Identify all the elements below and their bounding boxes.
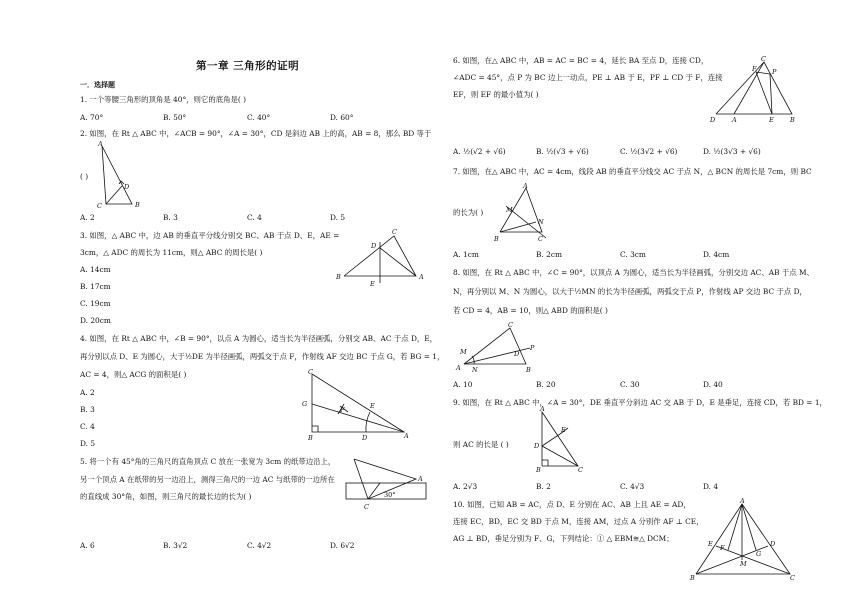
q6-segment-ef bbox=[756, 72, 772, 114]
q9-figure bbox=[534, 406, 588, 472]
q6-segment-pe bbox=[770, 74, 772, 114]
q6-option-a[interactable]: A. ½(√2 + √6) bbox=[453, 147, 506, 156]
q1-option-a[interactable]: A. 70° bbox=[80, 113, 104, 122]
q1-option-b[interactable]: B. 50° bbox=[163, 113, 187, 122]
section-heading: 一．选择题 bbox=[80, 80, 115, 89]
q10-segment-ag bbox=[742, 504, 756, 550]
q3-label-d: D bbox=[371, 242, 377, 250]
q2-option-a[interactable]: A. 2 bbox=[80, 213, 95, 222]
q6-label-f: F bbox=[752, 65, 757, 73]
q6-stem-2: ∠ADC = 45°，点 P 为 BC 边上一动点，PE ⊥ AB 于 E，PF ⊥ CD 于 F，连接 bbox=[453, 73, 723, 82]
q5-option-a[interactable]: A. 6 bbox=[80, 541, 95, 550]
q9-label-b: B bbox=[536, 466, 541, 474]
q3-label-a: A bbox=[419, 273, 424, 281]
q8-option-a[interactable]: A. 10 bbox=[453, 380, 473, 389]
q8-option-c[interactable]: C. 30 bbox=[620, 380, 640, 389]
q6-stem-1: 6. 如图，在△ ABC 中，AB = AC = BC = 4，延长 BA 至点 D，连接 CD， bbox=[453, 56, 709, 65]
q7-label-m: M bbox=[506, 206, 513, 214]
q2-label-a: A bbox=[98, 140, 103, 148]
q8-label-n: N bbox=[472, 366, 478, 374]
q10-segment-ec bbox=[716, 546, 790, 574]
q9-segment-de bbox=[542, 434, 560, 446]
q9-label-c: C bbox=[578, 466, 583, 474]
q3-label-b: B bbox=[336, 273, 341, 281]
q8-option-d[interactable]: D. 40 bbox=[703, 380, 723, 389]
q6-label-a: A bbox=[732, 116, 737, 124]
q4-label-e: E bbox=[370, 402, 375, 410]
q4-label-g: G bbox=[302, 400, 308, 408]
q7-stem-2: 的长为( ) bbox=[453, 208, 484, 217]
q2-label-d: D bbox=[124, 183, 130, 191]
q8-stem-3: 若 CD = 4，AB = 10，则△ ABD 的面积是( ) bbox=[453, 306, 608, 315]
q7-label-n: N bbox=[538, 218, 544, 226]
q10-label-d: D bbox=[770, 540, 776, 548]
q6-label-d: D bbox=[710, 116, 716, 124]
q4-arc-de bbox=[366, 412, 370, 432]
q7-option-c[interactable]: C. 3cm bbox=[620, 250, 646, 259]
q2-label-c: C bbox=[97, 202, 102, 210]
q10-figure bbox=[690, 497, 800, 584]
q10-stem-2: 连接 EC，BD，EC 交 BD 于点 M，连接 AM，过点 A 分别作 AF ⊥ CE， bbox=[453, 517, 704, 526]
q6-label-c: C bbox=[761, 55, 766, 63]
q10-label-a: A bbox=[740, 497, 745, 505]
q5-stem-1: 5. 将一个有 45°角的三角尺的直角顶点 C 放在一张宽为 3cm 的纸带边沿上， bbox=[80, 457, 336, 466]
q6-option-d[interactable]: D. ½(3√3 + √6) bbox=[703, 147, 761, 156]
q4-figure bbox=[300, 370, 420, 442]
q8-label-m: M bbox=[460, 348, 467, 356]
q4-label-a: A bbox=[404, 432, 409, 440]
q4-option-b[interactable]: B. 3 bbox=[80, 405, 95, 414]
q8-label-a: A bbox=[456, 364, 461, 372]
q8-stem-2: N，再分别以 M、N 为圆心，以大于½MN 的长为半径画弧，两弧交于点 P，作射线 AP 交边 BC 于点 D， bbox=[453, 287, 807, 296]
q9-option-c[interactable]: C. 4√3 bbox=[620, 482, 645, 491]
q3-stem-2: 3cm，△ ADC 的周长为 11cm，则△ ABC 的周长是( ) bbox=[80, 248, 263, 257]
q5-stem-2: 另一个顶点 A 在纸带的另一边沿上，测得三角尺的一边 AC 与纸带的一边所在 bbox=[80, 475, 335, 484]
q9-option-d[interactable]: D. 4 bbox=[703, 482, 719, 491]
q5-label-c: C bbox=[364, 503, 369, 511]
q10-stem-1: 10. 如图，已知 AB = AC，点 D、E 分别在 AC、AB 上且 AE = AD， bbox=[453, 500, 691, 509]
q9-stem-1: 9. 如图，在 Rt △ ABC 中，∠A = 30°，DE 垂直平分斜边 AC 交 AB 于 D，E 是垂足，连接 CD，若 BD = 1， bbox=[453, 398, 827, 407]
q4-ray-ag bbox=[312, 404, 404, 432]
q5-angle-label: 30° bbox=[384, 491, 396, 499]
q8-figure bbox=[456, 322, 548, 372]
q10-label-g: G bbox=[756, 550, 762, 558]
q8-label-b: B bbox=[526, 366, 531, 374]
q4-right-angle-mark bbox=[312, 426, 318, 432]
q5-label-a: A bbox=[418, 475, 423, 483]
q2-paren: ( ) bbox=[80, 172, 89, 181]
q3-stem-1: 3. 如图，△ ABC 中，边 AB 的垂直平分线分别交 BC、AB 于点 D、E，AE = bbox=[80, 231, 340, 240]
q1-stem: 1. 一个等腰三角形的顶角是 40°，则它的底角是( ) bbox=[80, 95, 246, 104]
q1-option-d[interactable]: D. 60° bbox=[330, 113, 354, 122]
q6-option-c[interactable]: C. ½(3√2 + √6) bbox=[620, 147, 678, 156]
q10-segment-af bbox=[728, 504, 742, 550]
q5-option-c[interactable]: C. 4√2 bbox=[247, 541, 272, 550]
q3-option-d[interactable]: D. 20cm bbox=[80, 316, 111, 325]
q7-label-a: A bbox=[523, 182, 528, 190]
q5-option-b[interactable]: B. 3√2 bbox=[163, 541, 188, 550]
q2-option-b[interactable]: B. 3 bbox=[163, 213, 178, 222]
q5-option-d[interactable]: D. 6√2 bbox=[330, 541, 355, 550]
q4-triangle bbox=[312, 374, 404, 432]
q2-altitude-cd bbox=[106, 186, 122, 204]
q7-option-d[interactable]: D. 4cm bbox=[703, 250, 730, 259]
q5-stem-3: 的直线成 30°角，如图，则三角尺的最长边的长为( ) bbox=[80, 492, 252, 501]
q4-label-f: F bbox=[340, 406, 345, 414]
q4-option-c[interactable]: C. 4 bbox=[80, 422, 95, 431]
q4-label-c: C bbox=[308, 368, 313, 376]
q2-triangle bbox=[102, 146, 132, 204]
q2-figure bbox=[92, 140, 152, 210]
q4-stem-3: AC = 4，则△ ACG 的面积是( ) bbox=[80, 370, 187, 379]
q9-stem-2: 则 AC 的长是 ( ) bbox=[453, 440, 509, 449]
q3-option-a[interactable]: A. 14cm bbox=[80, 265, 111, 274]
q7-option-b[interactable]: B. 2cm bbox=[536, 250, 562, 259]
q3-option-c[interactable]: C. 19cm bbox=[80, 299, 111, 308]
q1-option-c[interactable]: C. 40° bbox=[247, 113, 271, 122]
q6-stem-3: EF，则 EF 的最小值为( ) bbox=[453, 90, 539, 99]
q2-label-b: B bbox=[135, 201, 140, 209]
q4-stem-1: 4. 如图，在 Rt △ ABC 中，∠B = 90°，以点 A 为圆心，适当长为半径画弧，分别交 AB、AC 于点 D，E， bbox=[80, 334, 438, 343]
q10-stem-3: AG ⊥ BD，垂足分别为 F、G，下列结论：① △ EBM≅△ DCM； bbox=[453, 534, 674, 543]
q9-right-angle-mark bbox=[542, 460, 548, 466]
q8-label-d: D bbox=[514, 350, 520, 358]
q3-option-b[interactable]: B. 17cm bbox=[80, 282, 111, 291]
q6-label-b: B bbox=[790, 116, 795, 124]
q4-option-d[interactable]: D. 5 bbox=[80, 439, 96, 448]
q10-label-b: B bbox=[690, 574, 695, 582]
q9-segment-dc bbox=[542, 446, 578, 466]
q2-stem: 2. 如图，在 Rt △ ABC 中，∠ACB = 90°，∠A = 30°，CD 是斜边 AB 上的高，AB = 8，那么 BD 等于 bbox=[80, 129, 432, 138]
q9-option-a[interactable]: A. 2√3 bbox=[453, 482, 478, 491]
q2-option-c[interactable]: C. 4 bbox=[247, 213, 262, 222]
q9-triangle bbox=[542, 412, 578, 466]
q7-label-b: B bbox=[494, 235, 499, 243]
q10-label-m: M bbox=[740, 560, 747, 568]
q9-option-b[interactable]: B. 2 bbox=[536, 482, 551, 491]
q7-stem-1: 7. 如图，在△ ABC 中，AC = 4cm，线段 AB 的垂直平分线交 AC 于点 N，△ BCN 的周长是 7cm，则 BC bbox=[453, 167, 812, 176]
q9-label-d: D bbox=[534, 442, 540, 450]
q6-label-p: P bbox=[772, 68, 777, 76]
q6-label-e: E bbox=[769, 116, 774, 124]
q4-label-b: B bbox=[308, 434, 313, 442]
q6-option-b[interactable]: B. ½(√3 + √6) bbox=[536, 147, 589, 156]
q7-figure bbox=[492, 184, 562, 244]
q6-side-ac bbox=[734, 62, 764, 114]
q9-label-e: E bbox=[561, 426, 566, 434]
q2-option-d[interactable]: D. 5 bbox=[330, 213, 346, 222]
q8-option-b[interactable]: B. 20 bbox=[536, 380, 556, 389]
q4-label-d: D bbox=[362, 434, 368, 442]
q8-stem-1: 8. 如图，在 Rt △ ABC 中，∠C = 90°，以顶点 A 为圆心，适当长为半径画弧，分别交边 AC、AB 于点 M、 bbox=[453, 268, 814, 277]
q3-figure bbox=[336, 228, 432, 290]
q3-segment-da bbox=[380, 248, 416, 276]
q8-label-p: P bbox=[530, 344, 535, 352]
q3-label-c: C bbox=[392, 228, 397, 236]
q10-label-f: F bbox=[720, 544, 725, 552]
q7-option-a[interactable]: A. 1cm bbox=[453, 250, 479, 259]
q7-label-c: C bbox=[538, 235, 543, 243]
q3-label-e: E bbox=[370, 280, 375, 288]
q6-figure bbox=[708, 54, 800, 124]
q4-stem-2: 再分别以点 D、E 为圆心，大于½DE 为半径画弧，两弧交于点 F，作射线 AF 交边 BC 于点 G，若 BG = 1， bbox=[80, 352, 445, 361]
q5-figure bbox=[340, 455, 430, 515]
q4-option-a[interactable]: A. 2 bbox=[80, 388, 95, 397]
page-title: 第一章 三角形的证明 bbox=[196, 60, 300, 72]
q9-label-a: A bbox=[540, 405, 545, 413]
q8-label-c: C bbox=[508, 321, 513, 329]
q10-label-c: C bbox=[790, 574, 795, 582]
q10-label-e: E bbox=[708, 540, 713, 548]
